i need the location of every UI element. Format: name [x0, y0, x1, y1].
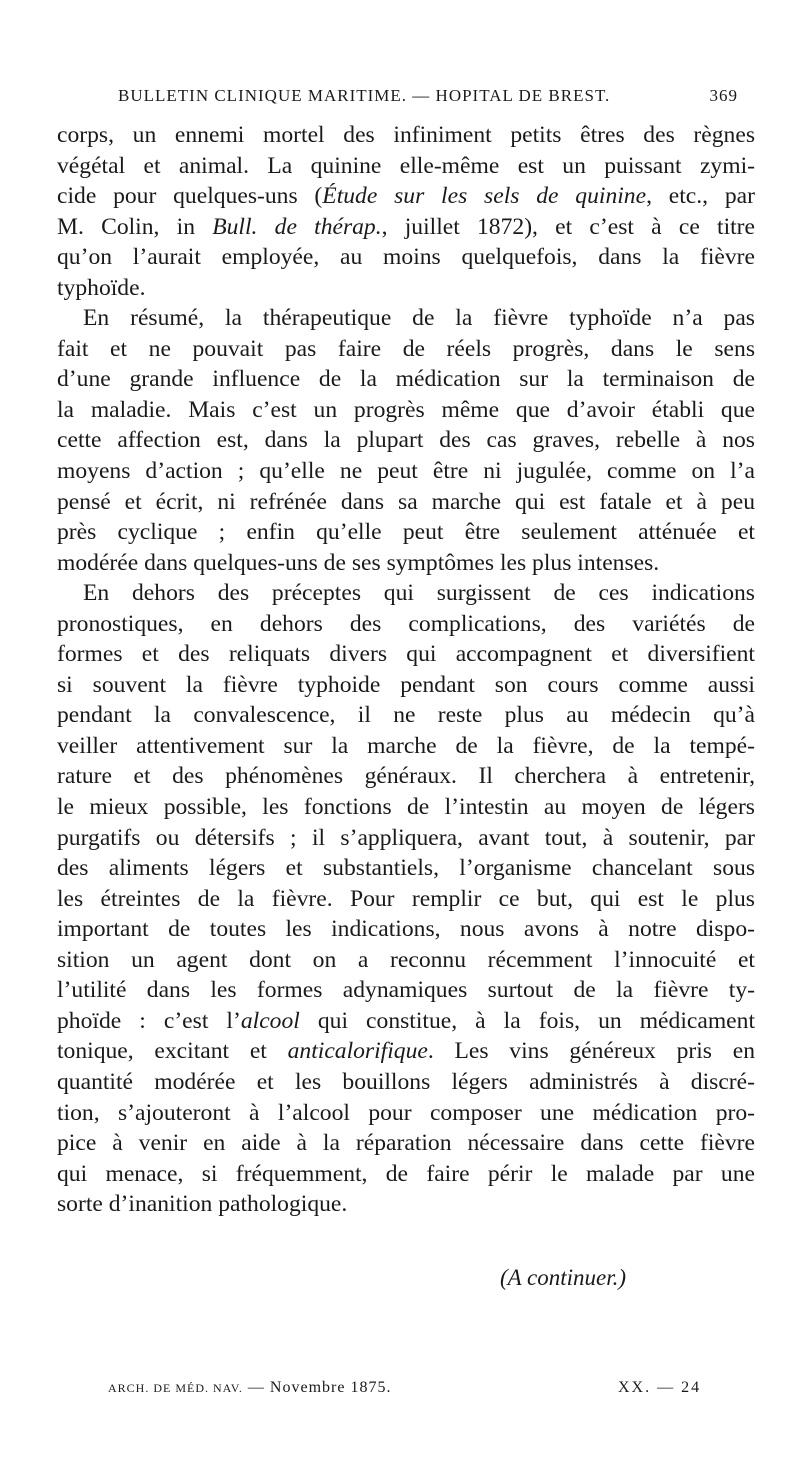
text-line: pendant la convalescence, il ne reste plus au médecin qu’à — [57, 702, 755, 729]
text-line: qu’on l’aurait employée, au moins quelquefois, dans la fièvre — [57, 244, 755, 271]
text-line: fait et ne pouvait pas faire de réels progrès, dans le sens — [57, 335, 755, 362]
page-number: 369 — [709, 86, 738, 105]
text-line: sorte d’inanition pathologique. — [57, 1191, 348, 1218]
text-line: qui menace, si fréquemment, de faire périr le malade par une — [57, 1160, 755, 1187]
text-line: important de toutes les indications, nous avons à notre dispo- — [57, 916, 755, 943]
text-line: tonique, excitant et anticalorifique. Les vins généreux pris en — [57, 1038, 755, 1065]
text-line: pronostiques, en dehors des complications, des variétés de — [57, 610, 755, 637]
text-line: les étreintes de la fièvre. Pour remplir ce but, qui est le plus — [57, 885, 755, 912]
text-line: si souvent la fièvre typhoide pendant son cours comme aussi — [57, 671, 755, 698]
text-line: sition un agent dont on a reconnu récemment l’innocuité et — [57, 946, 755, 973]
text-line: En dehors des préceptes qui surgissent de ces indications — [83, 580, 755, 607]
footer-citation — [108, 1379, 391, 1397]
text-line: rature et des phénomènes généraux. Il cherchera à entretenir, — [57, 763, 755, 790]
text-line: la maladie. Mais c’est un progrès même que d’avoir établi que — [57, 396, 755, 423]
signature-mark: XX. — 24 — [618, 1379, 702, 1396]
text-line: le mieux possible, les fonctions de l’intestin au moyen de légers — [57, 794, 755, 821]
text-line: typhoïde. — [57, 274, 146, 301]
text-line: moyens d’action ; qu’elle ne peut être ni jugulée, comme on l’a — [57, 458, 755, 485]
text-line: pice à venir en aide à la réparation nécessaire dans cette fièvre — [57, 1130, 755, 1157]
text-line: des aliments légers et substantiels, l’organisme chancelant sous — [57, 855, 755, 882]
journal-abbrev: ARCH. DE MÉD. NAV. — [108, 1381, 243, 1395]
text-line: phoïde : c’est l’alcool qui constitue, à la fois, un médicament — [57, 1007, 755, 1034]
text-line: cette affection est, dans la plupart des cas graves, rebelle à nos — [57, 427, 755, 454]
text-line: purgatifs ou détersifs ; il s’appliquera, avant tout, à soutenir, par — [57, 824, 755, 851]
body-text — [57, 120, 755, 1220]
text-line: M. Colin, in Bull. de thérap., juillet 1872), et c’est à ce titre — [57, 213, 756, 240]
text-line: cide pour quelques-uns (Étude sur les sels de quinine, etc., par — [57, 183, 755, 210]
text-line: veiller attentivement sur la marche de la fièvre, de la tempé- — [57, 732, 755, 759]
text-line: quantité modérée et les bouillons légers administrés à discré- — [57, 1068, 755, 1095]
text-line: végétal et animal. La quinine elle-même est un puissant zymi- — [57, 152, 755, 179]
continuation-note: (A continuer.) — [500, 1265, 627, 1290]
text-line: corps, un ennemi mortel des infiniment petits êtres des règnes — [57, 122, 755, 148]
text-line: pensé et écrit, ni refrénée dans sa marche qui est fatale et à peu — [57, 488, 755, 515]
text-line: tion, s’ajouteront à l’alcool pour composer une médication pro- — [57, 1099, 755, 1126]
text-line: formes et des reliquats divers qui accompagnent et diversifient — [57, 641, 755, 668]
text-line: l’utilité dans les formes adynamiques surtout de la fièvre ty- — [57, 977, 755, 1004]
text-line: En résumé, la thérapeutique de la fièvre typhoïde n’a pas — [83, 305, 755, 332]
text-line: d’une grande influence de la médication sur la terminaison de — [57, 366, 755, 393]
issue-date: — Novembre 1875. — [247, 1379, 392, 1396]
text-line: modérée dans quelques-uns de ses symptômes les plus intenses. — [57, 549, 660, 576]
text-line: près cyclique ; enfin qu’elle peut être seulement atténuée et — [57, 519, 755, 546]
running-header — [118, 86, 738, 106]
running-title: BULLETIN CLINIQUE MARITIME. — HOPITAL DE BREST. — [118, 86, 611, 105]
